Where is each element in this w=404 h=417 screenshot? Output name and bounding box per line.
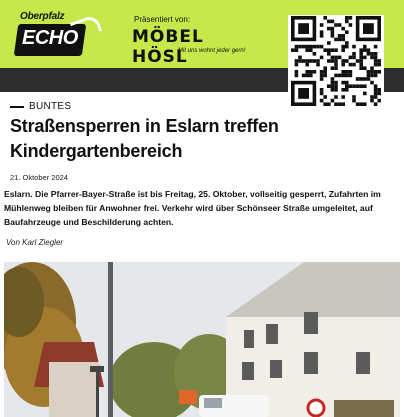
logo-top-text: Oberpfalz <box>20 11 65 22</box>
category-line <box>10 106 24 108</box>
logo-swoosh-icon <box>70 14 102 40</box>
sponsor-block[interactable] <box>130 14 260 67</box>
article-title: Straßensperren in Eslarn treffen Kindergartenbereich <box>10 116 279 161</box>
qr-code-icon <box>288 15 384 107</box>
sponsor-tagline: Mit uns wohnt jeder gern! <box>178 48 246 54</box>
article-lead: Eslarn. Die Pfarrer-Bayer-Straße ist bis Freitag, 25. Oktober, vollseitig gesperrt, Zufahrten im Mühlenweg bleiben für Anwohner frei. Verkehr wird über Schönseer Straße umgeleitet, auf Baufahrzeuge und Beschilderung achten. <box>4 189 381 227</box>
category-label: BUNTES <box>29 101 72 112</box>
article-date: 21. Oktober 2024 <box>10 173 68 182</box>
sponsor-label: Präsentiert von: <box>134 15 191 24</box>
article-author: Von Karl Ziegler <box>6 238 64 247</box>
logo-main-text: ECHO <box>22 27 78 49</box>
article-photo <box>4 262 400 417</box>
oberpfalz-echo-logo[interactable] <box>12 8 92 60</box>
sponsor-brand: MÖBEL HÖSL <box>132 27 204 67</box>
article-category[interactable] <box>10 101 71 112</box>
